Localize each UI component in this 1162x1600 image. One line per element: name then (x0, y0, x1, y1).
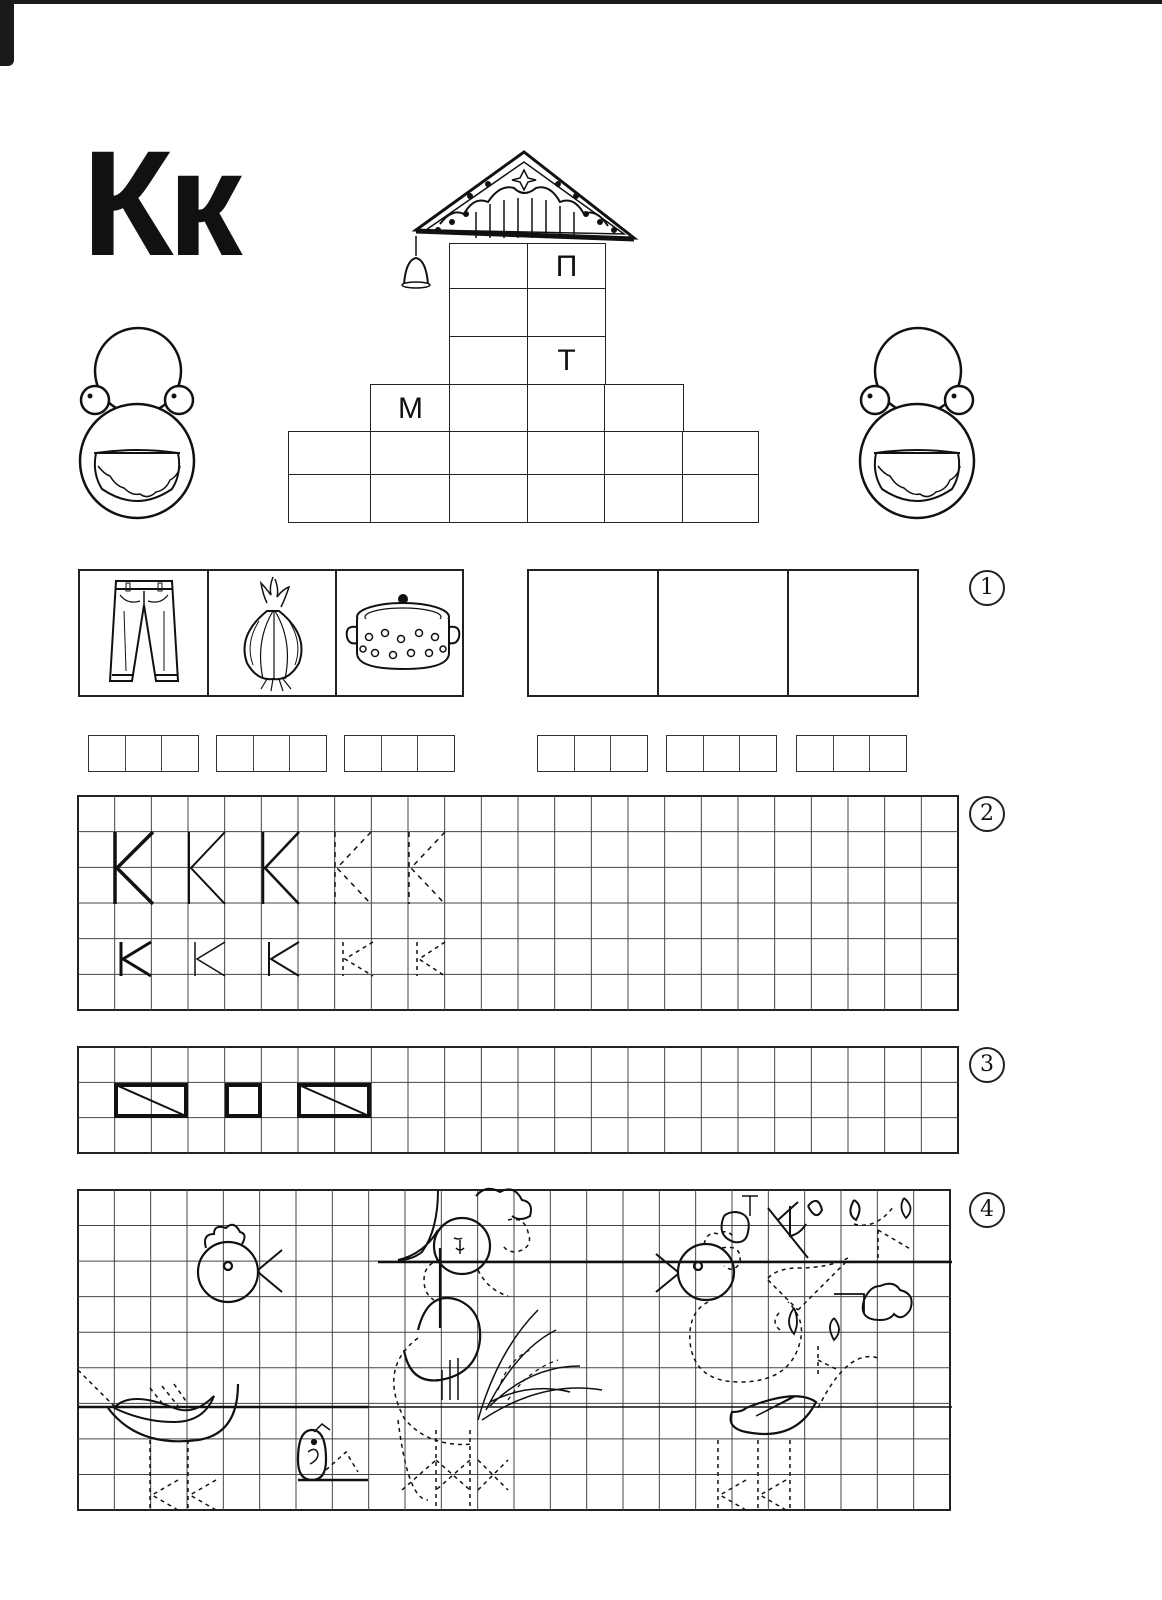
sound-scheme[interactable] (344, 735, 455, 772)
task-number-1: 1 (969, 570, 1005, 606)
pot-icon (343, 587, 461, 677)
right-character-figure (858, 326, 978, 521)
task4-birds-render (78, 1190, 952, 1512)
house-cell[interactable] (449, 384, 529, 433)
house-cell-t[interactable] (527, 336, 606, 386)
task-number-3: 3 (969, 1047, 1005, 1083)
house-cell[interactable] (449, 336, 529, 386)
sound-scheme[interactable] (537, 735, 648, 772)
house-cell[interactable] (288, 431, 372, 476)
house-cell[interactable] (370, 431, 451, 476)
picture-cell-onion[interactable] (207, 569, 337, 697)
house-cell[interactable] (449, 474, 529, 523)
house-cell[interactable] (527, 384, 606, 433)
house-cell-p[interactable] (527, 243, 606, 290)
onion-icon (231, 571, 317, 695)
house-cell[interactable] (682, 431, 759, 476)
house-cell[interactable] (449, 288, 529, 338)
left-character-figure (78, 326, 198, 521)
answer-box[interactable] (787, 569, 919, 697)
letter-k-tracing (78, 796, 960, 1012)
house-cell[interactable] (449, 243, 529, 290)
rectangle-pattern (78, 1047, 960, 1155)
house-cell[interactable] (527, 431, 606, 476)
house-cell[interactable] (682, 474, 759, 523)
picture-cell-pot[interactable] (335, 569, 464, 697)
task-number-2: 2 (969, 796, 1005, 832)
house-cell[interactable] (370, 474, 451, 523)
picture-cell-trousers[interactable] (78, 569, 209, 697)
sound-scheme[interactable] (666, 735, 777, 772)
house-letter-t: Т (557, 344, 576, 377)
task-number-4: 4 (969, 1192, 1005, 1228)
sound-scheme[interactable] (216, 735, 327, 772)
house-cell[interactable] (604, 474, 684, 523)
answer-box[interactable] (657, 569, 789, 697)
house-cell[interactable] (527, 474, 606, 523)
house-cell[interactable] (288, 474, 372, 523)
house-cell[interactable] (604, 384, 684, 433)
sound-scheme[interactable] (796, 735, 907, 772)
house-letter-m: М (398, 391, 423, 425)
sound-scheme[interactable] (88, 735, 199, 772)
house-cell[interactable] (604, 431, 684, 476)
trousers-icon (104, 571, 184, 695)
house-cell[interactable] (449, 431, 529, 476)
house-cell[interactable] (527, 288, 606, 338)
answer-box[interactable] (527, 569, 659, 697)
house-letter-p: П (555, 249, 578, 283)
house-cell-m[interactable] (370, 384, 451, 433)
page-title-letter: Кк (82, 119, 237, 287)
